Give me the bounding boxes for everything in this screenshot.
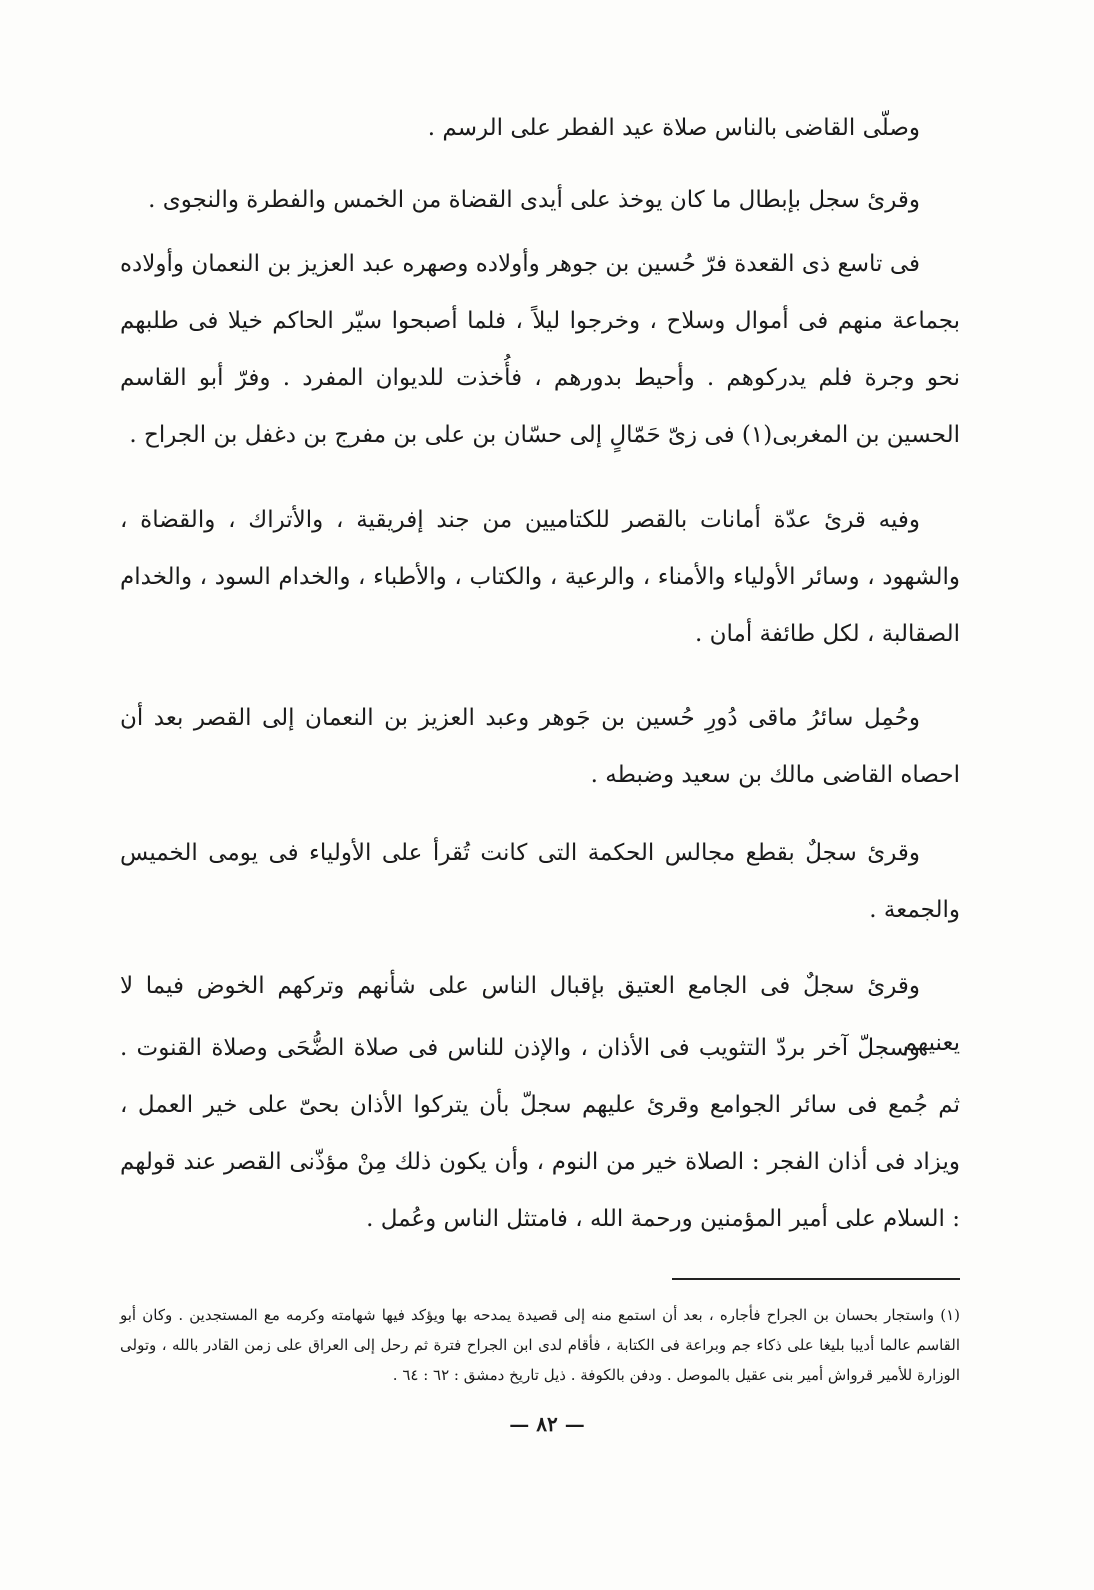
paragraph-text: وصلّى القاضى بالناس صلاة عيد الفطر على الرسم . [427,115,920,141]
paragraph-text: وفيه قرئ عدّة أمانات بالقصر للكتاميين من جند إفريقية ، والأتراك ، والقضاة ، والشهود ، وسائر الأولياء والأمناء ، والرعية ، والكتاب ، والأطباء ، والخدام السود ، والخدام الصقالبة ، لكل طائفة أمان . [120,507,960,647]
footnote-divider [672,1278,960,1280]
paragraph-text: وقرئ سجلٌ فى الجامع العتيق بإقبال الناس على شأنهم وتركهم الخوض فيما لا يعنيهم [120,973,960,1056]
paragraph-4 [120,492,960,663]
paragraph-6 [120,825,960,939]
paragraph-5 [120,690,960,804]
paragraph-text: وقرئ سجل بإبطال ما كان يوخذ على أيدى القضاة من الخمس والفطرة والنجوى . [148,187,920,213]
paragraph-8 [120,1020,960,1248]
paragraph-2 [120,172,960,229]
paragraph-text: وقرئ سجلٌ بقطع مجالس الحكمة التى كانت تُقرأ على الأولياء فى يومى الخميس والجمعة . [120,840,960,923]
page-number: — ٨٢ — [509,1412,585,1436]
paragraph-text: وحُمِل سائرُ ماقى دُورِ حُسين بن جَوهر وعبد العزيز بن النعمان إلى القصر بعد أن احصاه القاضى مالك بن سعيد وضبطه . [120,705,960,788]
paragraph-1 [120,100,960,157]
paragraph-text: فى تاسع ذى القعدة فرّ حُسين بن جوهر وأولاده وصهره عبد العزيز بن النعمان وأولاده بجماعة منهم فى أموال وسلاح ، وخرجوا ليلاً ، فلما أصبحوا سيّر الحاكم خيلا فى طلبهم نحو وجرة فلم يدركوهم . وأحيط بدورهم ، فأُخذت للديوان المفرد . وفرّ أبو القاسم الحسين بن المغربى(١) فى زىّ حَمّالٍ إلى حسّان بن على بن مفرج بن دغفل بن الجراح . [120,251,960,448]
paragraph-text: وسجلّ آخر بردّ التثويب فى الأذان ، والإذن للناس فى صلاة الضُّحَى وصلاة القنوت . ثم جُمع فى سائر الجوامع وقرئ عليهم سجلّ بأن يتركوا الأذان بحىّ على خير العمل ، ويزاد فى أذان الفجر : الصلاة خير من النوم ، وأن يكون ذلك مِنْ مؤذّنى القصر عند قولهم : السلام على أمير المؤمنين ورحمة الله ، فامتثل الناس وعُمل . [120,1035,960,1232]
footnote: (١) واستجار بحسان بن الجراح فأجاره ، بعد أن استمع منه إلى قصيدة يمدحه بها ويؤكد فيها شهامته وكرمه مع المستجدين . وكان أبو القاسم عالما أديبا بليغا على ذكاء جم وبراعة فى الكتابة ، فأقام لدى ابن الجراح فترة ثم رحل إلى العراق على زمن القادر بالله ، وتولى الوزارة للأمير قرواش أمير بنى عقيل بالموصل . ودفن بالكوفة . ذيل تاريخ دمشق : ٦٢ : ٦٤ . [120,1306,960,1384]
paragraph-3 [120,236,960,464]
